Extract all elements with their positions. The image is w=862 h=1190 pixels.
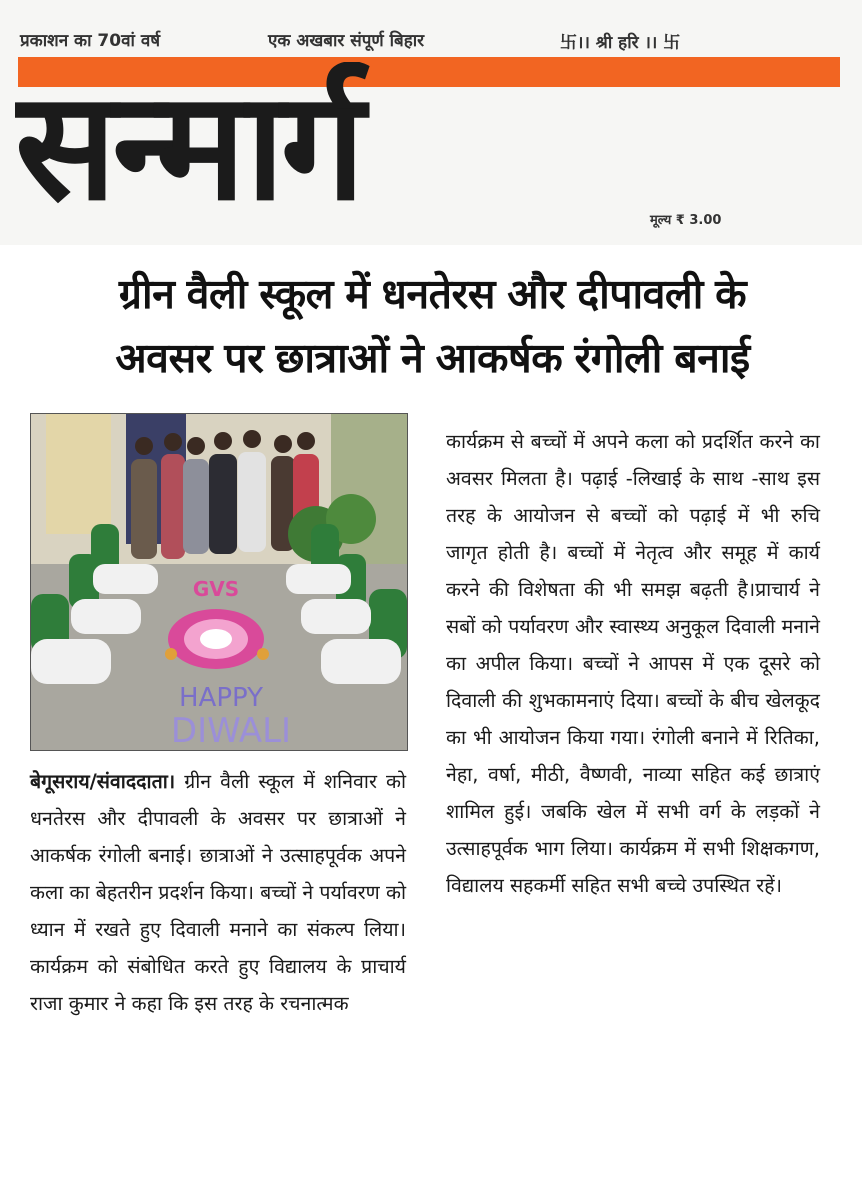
rangoli-photo-illustration xyxy=(31,414,407,750)
dateline: बेगूसराय/संवाददाता। xyxy=(30,770,176,793)
price-label: मूल्य ₹ 3.00 xyxy=(650,213,722,228)
rangoli-text-mid: HAPPY xyxy=(178,683,264,713)
column-1-text: ग्रीन वैली स्कूल में शनिवार को धनतेरस और दीपावली के अवसर पर छात्राओं ने आकर्षक रंगोली बनाई। छात्राओं ने उत्साहपूर्वक अपने कला का बेहतरीन प्रदर्शन किया। बच्चों ने पर्यावरण को ध्यान में रखते हुए दिवाली मनाने का संकल्प लिया। कार्यक्रम को संबोधित करते हुए विद्यालय के प्राचार्य राजा कुमार ने कहा कि इस तरह के रचनात्मक xyxy=(30,770,407,1015)
edition-label: प्रकाशन का 70वां वर्ष xyxy=(20,31,161,51)
article-column-2 xyxy=(446,423,820,904)
tagline: एक अखबार संपूर्ण बिहार xyxy=(268,31,425,51)
article-column-1 xyxy=(30,763,406,1022)
masthead xyxy=(0,0,862,245)
article-photo xyxy=(30,413,408,751)
headline-line-1: ग्रीन वैली स्कूल में धनतेरस और दीपावली के xyxy=(118,270,747,318)
column-2-text: कार्यक्रम से बच्चों में अपने कला को प्रदर्शित करने का अवसर मिलता है। पढ़ाई -लिखाई के साथ -साथ इस तरह के आयोजन से बच्चों को पढ़ाई में भी रुचि जागृत होती है। बच्चों में नेतृत्व और समूह में कार्य करने की विशेषता की भी समझ बढ़ती है।प्राचार्य ने सबों को पर्यावरण और स्वास्थ्य अनुकूल दिवाली मनाने का अपील किया। बच्चों ने आपस में एक दूसरे को दिवाली की शुभकामनाएं दिया। बच्चों के बीच खेलकूद का भी आयोजन किया गया। रंगोली बनाने में रितिका, नेहा, वर्षा, मीठी, वैष्णवी, नाव्या सहित कई छात्राएं शामिल हुई। जबकि खेल में सभी वर्ग के लड़कों ने उत्साहपूर्वक भाग लिया। कार्यक्रम में सभी शिक्षकगण, विद्यालय सहकर्मी सहित सभी बच्चे उपस्थित रहें। xyxy=(446,430,820,897)
newspaper-logo: सन्मार्ग xyxy=(15,62,362,232)
rangoli-text-top: GVS xyxy=(192,577,240,601)
blessing: 卐।। श्री हरि ।। 卐 xyxy=(560,33,681,53)
headline-line-2: अवसर पर छात्राओं ने आकर्षक रंगोली बनाई xyxy=(115,334,750,382)
rangoli-text-bottom: DIWALI xyxy=(170,711,292,750)
article-headline xyxy=(25,262,840,390)
